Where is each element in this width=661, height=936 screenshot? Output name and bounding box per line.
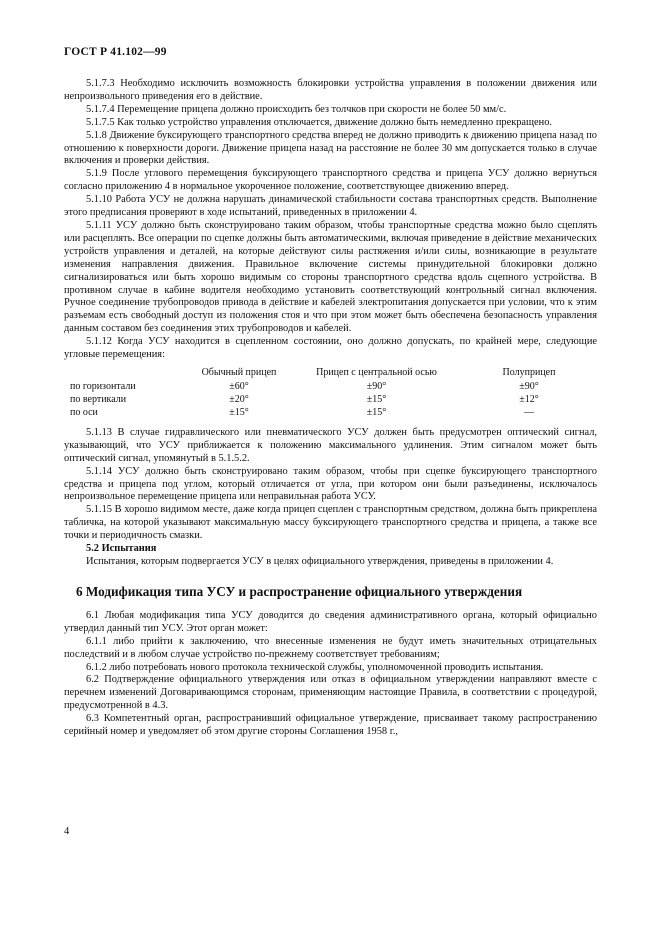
paragraph-5-2: Испытания, которым подвергается УСУ в целях официального утверждения, приведены в приложении 4. <box>86 556 554 567</box>
table-cell: ±15° <box>366 406 387 418</box>
table-header-cell: Обычный прицеп <box>201 366 277 378</box>
paragraph-6-1-2: 6.1.2 либо потребовать нового протокола технической службы, уполномоченной проводить испытания. <box>86 661 544 673</box>
paragraph-5-1-14: 5.1.14 УСУ должно быть сконструировано таким образом, чтобы при сцепке буксирующего транспортного средства и прицепа под углом, который отличается от угла, при котором они были разъединены, исключалось непроизвольное перемещение прицепа или неправильная работа УСУ. <box>64 465 597 503</box>
paragraph-6-1: 6.1 Любая модификация типа УСУ доводится до сведения административного органа, который официально утвердил данный тип УСУ. Этот орган может: <box>64 609 597 634</box>
row-label: по оси <box>70 406 98 418</box>
table-row <box>64 393 599 406</box>
table-row <box>64 406 599 419</box>
paragraph-5-1-7-5: 5.1.7.5 Как только устройство управления отключается, движение должно быть немедленно прекращено. <box>86 116 553 128</box>
section-6-title: 6 Модификация типа УСУ и распространение официального утверждения <box>76 583 523 599</box>
table-cell: ±20° <box>229 393 249 405</box>
paragraph-6-2: 6.2 Подтверждение официального утверждения или отказ в официальном утверждении направляют вместе с перечнем изменений Договаривающимся сторонам, применяющим настоящие Правила, в соответствии с процедурой, предусмотренной в 4.3. <box>64 674 597 712</box>
paragraph-5-1-13: 5.1.13 В случае гидравлического или пневматического УСУ должен быть предусмотрен оптический сигнал, указывающий, что УСУ приближается к положению максимального удлинения. Этим сигналом может быть оптический сигнал, упомянутый в 5.1.5.2. <box>64 426 597 464</box>
paragraph-5-1-7-4: 5.1.7.4 Перемещение прицепа должно происходить без толчков при скорости не более 50 мм/с. <box>86 103 507 115</box>
table-cell: ±90° <box>366 380 387 392</box>
table-header-row <box>64 366 599 380</box>
paragraph-5-1-15: 5.1.15 В хорошо видимом месте, даже когда прицеп сцеплен с транспортным средством, должна быть прикреплена табличка, на которой указывают максимальную массу буксирующего транспортного средства и прицепа, а также все точки и периодичность смазки. <box>64 504 597 542</box>
table-row <box>64 380 599 393</box>
subsection-title-5-2: 5.2 Испытания <box>86 543 157 555</box>
document-header: ГОСТ Р 41.102—99 <box>64 46 167 58</box>
table-header-cell: Полуприцеп <box>502 366 556 378</box>
table-cell: ±60° <box>229 380 249 392</box>
paragraph-6-3: 6.3 Компетентный орган, распространивший официальное утверждение, присваивает такому распространению серийный номер и уведомляет об этом другие стороны Соглашения 1958 г., <box>64 713 597 738</box>
paragraph-5-1-8: 5.1.8 Движение буксирующего транспортного средства вперед не должно приводить к движению прицепа назад по отношению к поверхности дороги. Движение прицепа назад на расстояние не более 30 мм допускается только в случае включения и проверки действия. <box>64 129 597 167</box>
row-label: по горизонтали <box>70 380 136 392</box>
paragraph-5-1-11: 5.1.11 УСУ должно быть сконструировано таким образом, чтобы транспортные средства можно было сцеплять или расцеплять. Все операции по сцепке должны быть автоматическими, включая приведение в действие механических устройств управления и деталей, на которые действуют силы растяжения и/или силы, возникающие в результате изменения направления движения. Правильное включение системы принудительной блокировки должно сигнализироваться или быть хорошо видимым со стороны транспортного средства вдоль сцепного устройства. В противном случае в кабине водителя необходимо установить соответствующий контрольный сигнал включения. Ручное соединение трубопроводов привода в действие и кабелей электропитания допускается при условии, что к этим разъемам есть свободный доступ из положения стоя и что при этом может быть обеспечена безопасность управления данным составом без соединения этих трубопроводов и кабелей. <box>64 219 597 335</box>
page-number: 4 <box>64 826 70 837</box>
paragraph-5-1-12: 5.1.12 Когда УСУ находится в сцепленном состоянии, оно должно допускать, по крайней мере, следующие угловые перемещения: <box>64 336 597 361</box>
table-cell: ±15° <box>366 393 387 405</box>
table-header-cell: Прицеп с центральной осью <box>316 366 437 378</box>
paragraph-6-1-1: 6.1.1 либо прийти к заключению, что внесенные изменения не будут иметь значительных отрицательных последствий и в любом случае устройство по-прежнему соответствует требованиям; <box>64 635 597 660</box>
table-cell: ±15° <box>229 406 249 418</box>
paragraph-5-1-10: 5.1.10 Работа УСУ не должна нарушать динамической стабильности состава транспортных средств. Выполнение этого предписания проверяют в ходе испытаний, приведенных в приложении 4. <box>64 194 597 219</box>
document-body <box>64 78 597 739</box>
paragraph-5-1-7-3: 5.1.7.3 Необходимо исключить возможность блокировки устройства управления в положении движения или непроизвольного приведения его в действие. <box>64 78 597 102</box>
table-header-empty <box>64 366 184 380</box>
row-label: по вертикали <box>70 393 127 405</box>
table-cell: ±90° <box>519 380 539 392</box>
angular-movement-table <box>64 366 599 419</box>
table-cell: ±12° <box>519 393 539 405</box>
paragraph-5-1-9: 5.1.9 После углового перемещения буксирующего транспортного средства и прицепа УСУ должно вернуться согласно приложению 4 в нормальное укороченное положение, соответствующее движению вперед. <box>64 168 597 193</box>
table-cell: — <box>524 406 534 418</box>
